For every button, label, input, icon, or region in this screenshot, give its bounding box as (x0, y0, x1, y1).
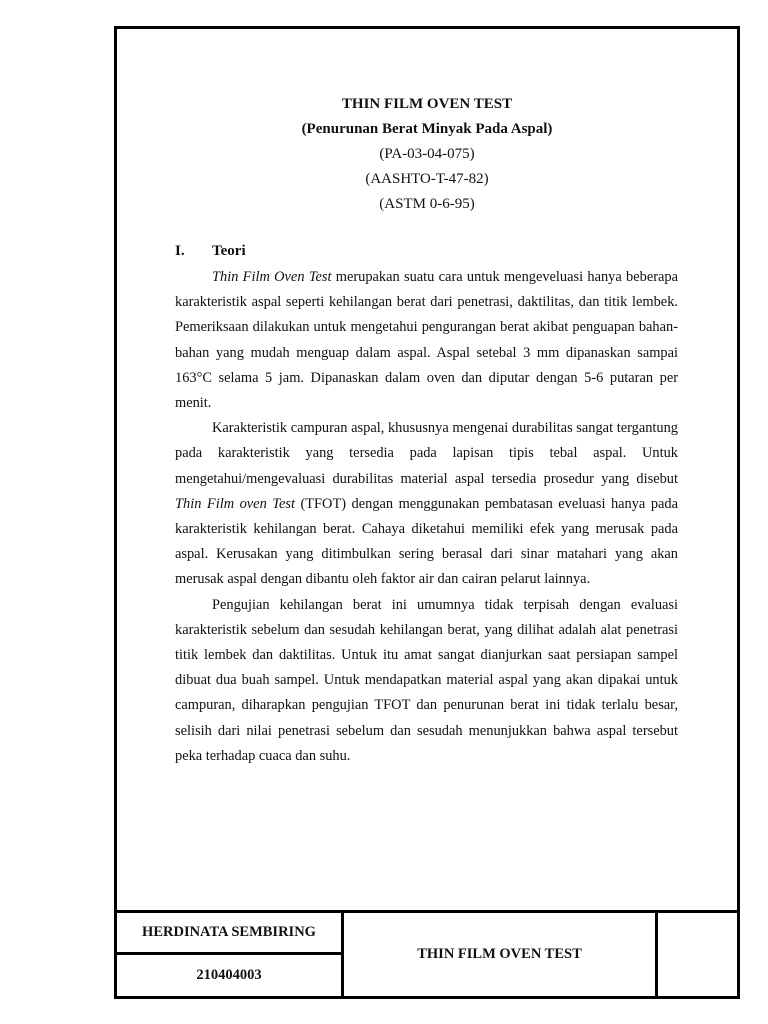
author-name-cell (117, 913, 344, 955)
empty-cell (658, 913, 737, 996)
footer-title-cell (344, 913, 658, 996)
paragraph-2-text-start: Karakteristik campuran aspal, khususnya mengenai durabilitas sangat tergantung pada karakteristik yang tersedia pada lapisan tipis tebal aspal. Untuk mengetahui/mengevaluasi durabilitas material aspal tersedia prosedur yang disebut (175, 420, 678, 487)
code-astm: (ASTM 0-6-95) (379, 196, 475, 212)
section-title: Teori (212, 243, 246, 259)
italic-term: Thin Film oven Test (175, 495, 295, 512)
footer-title: THIN FILM OVEN TEST (417, 946, 582, 962)
document-header (117, 92, 737, 217)
footer-table (117, 910, 737, 996)
author-name: HERDINATA SEMBIRING (142, 924, 316, 940)
code-pa: (PA-03-04-075) (379, 146, 475, 162)
page-frame (114, 26, 740, 999)
body-text (175, 265, 678, 769)
document-title: THIN FILM OVEN TEST (341, 96, 513, 112)
paragraph-2 (175, 416, 678, 592)
paragraph-2-text-rest: (TFOT) dengan menggunakan pembatasan eveluasi hanya pada karakteristik kehilangan berat. Cahaya diketahui memiliki efek yang merusak pada aspal. Kerusakan yang ditimbulkan sering berasal dari sinar matahari yang akan merusak aspal dengan dibantu oleh faktor air dan cairan pelarut lainnya. (175, 495, 678, 588)
code-aashto: (AASHTO-T-47-82) (365, 171, 489, 187)
paragraph-1 (175, 265, 678, 416)
paragraph-3: Pengujian kehilangan berat ini umumnya tidak terpisah dengan evaluasi karakteristik sebelum dan sesudah kehilangan berat, yang dilihat adalah alat penetrasi titik lembek dan daktilitas. Untuk itu amat sangat dianjurkan saat persiapan sampel dibuat dua buah sampel. Untuk mendapatkan material aspal yang akan dipakai untuk campuran, diharapkan pengujian TFOT dan penurunan berat ini tidak terlalu besar, selisih dari nilai penetrasi sebelum dan sesudah menunjukkan bahwa aspal tersebut peka terhadap cuaca dan suhu. (175, 596, 678, 764)
paragraph-1-text: merupakan suatu cara untuk mengeveluasi hanya beberapa karakteristik aspal seperti kehilangan berat dari penetrasi, daktilitas, dan titik lembek. Pemeriksaan dilakukan untuk mengetahui pengurangan berat akibat penguapan bahan-bahan yang mudah menguap dalam aspal. Aspal setebal 3 mm dipanaskan sampai 163°C selama 5 jam. Dipanaskan dalam oven dan diputar dengan 5-6 putaran per menit. (175, 269, 678, 412)
section-number: I. (175, 243, 185, 259)
author-id-cell (117, 955, 344, 996)
section-heading (175, 243, 246, 260)
italic-term: Thin Film Oven Test (212, 269, 332, 285)
author-id: 210404003 (196, 967, 262, 983)
document-subtitle: (Penurunan Berat Minyak Pada Aspal) (301, 121, 553, 137)
